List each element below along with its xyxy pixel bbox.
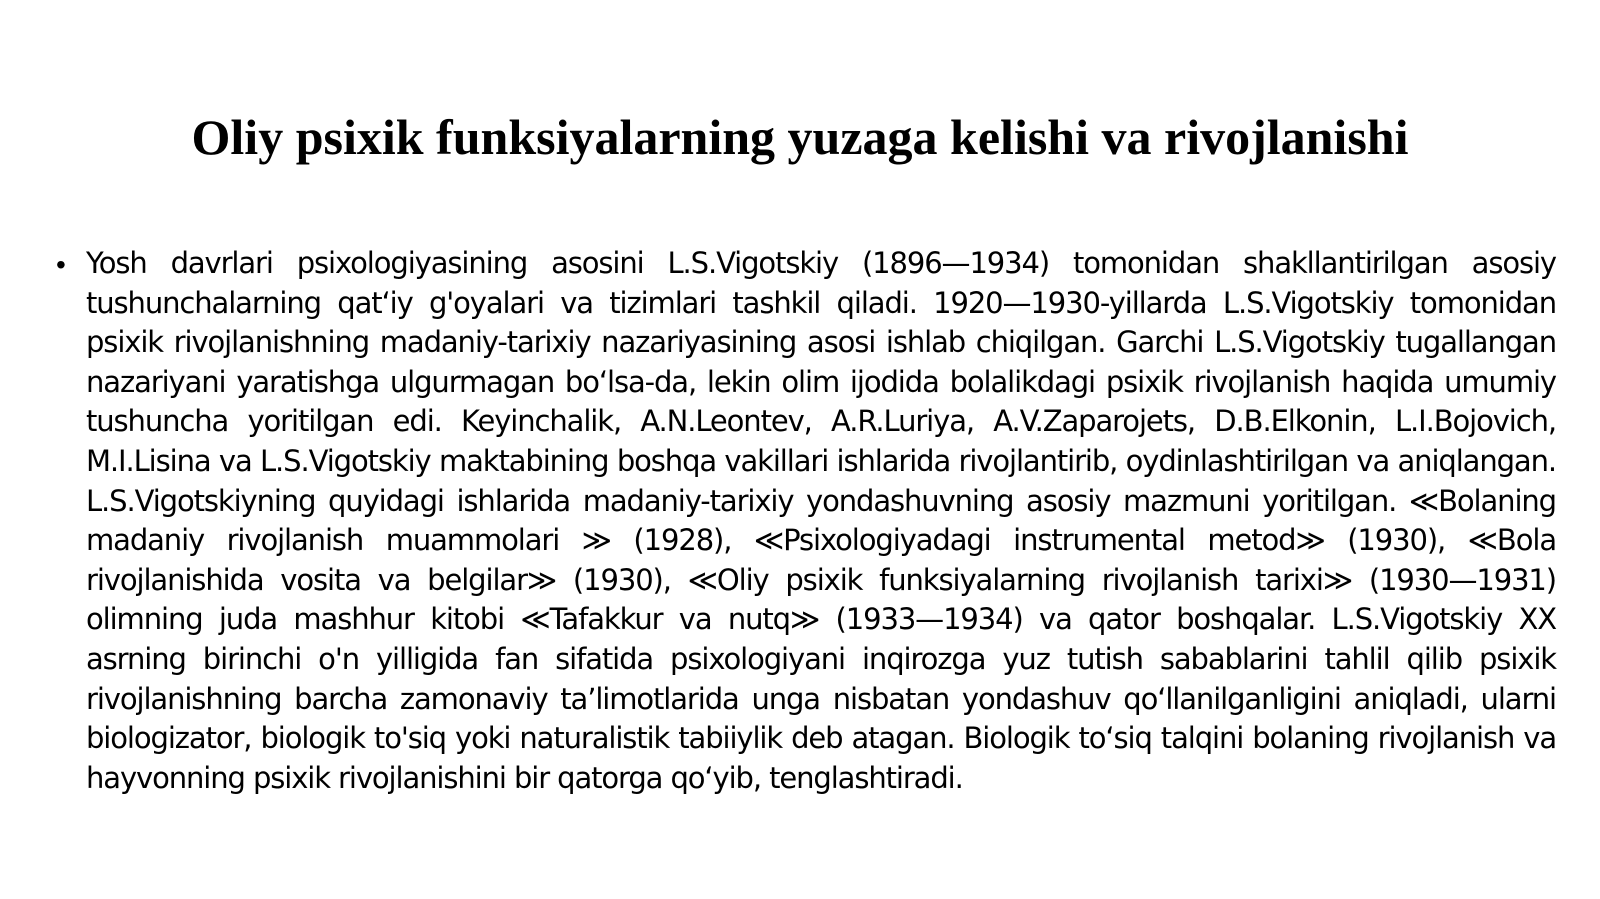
bullet-text: Yosh davrlari psixologiyasining asosini L.S.Vigotskiy (1896—1934) tomonidan shakllantirilgan asosiy tushunchalarning qat‘iy g'oyalari va tizimlari tashkil qiladi. 1920—1930-yillarda L.S.Vigotskiy tomonidan psixik rivojlanishning madaniy-tarixiy nazariyasining asosi ishlab chiqilgan. Garchi L.S.Vigotskiy tugallangan nazariyani yaratishga ulgurmagan bo‘lsa-da, lekin olim ijodida bolalikdagi psixik rivojlanish haqida umumiy tushuncha yoritilgan edi. Keyinchalik, A.N.Leontev, A.R.Luriya, A.V.Zaparojets, D.B.Elkonin, L.I.Bojovich, M.I.Lisina va L.S.Vigotskiy maktabining boshqa vakillari ishlarida rivojlantirib, oydinlashtirilgan va aniqlangan. L.S.Vigotskiyning quyidagi ishlarida madaniy-tarixiy yondashuvning asosiy mazmuni yoritilgan. ≪Bolaning madaniy rivojlanish muammolari ≫ (1928), ≪Psixologiyadagi instrumental metod≫ (1930), ≪Bola rivojlanishida vosita va belgilar≫ (1930), ≪Oliy psixik funksiyalarning rivojlanish tarixi≫ (1930—1931) olimning juda mashhur kitobi ≪Tafakkur va nutq≫ (1933—1934) va qator boshqalar. L.S.Vigotskiy XX asrning birinchi o'n yilligida fan sifatida psixologiyani inqirozga yuz tutish sabablarini tahlil qilib psixik rivojlanishning barcha zamonaviy ta’limotlarida unga nisbatan yondashuv qo‘llanilganligini aniqladi, ularni biologizator, biologik to'siq yoki naturalistik tabiiylik deb atagan. Biologik to‘siq talqini bolaning rivojlanish va hayvonning psixik rivojlanishini bir qatorga qo‘yib, tenglashtiradi. <box>86 246 1556 795</box>
bullet-marker: • <box>56 249 66 280</box>
bullet-item <box>56 244 1556 798</box>
slide-body <box>56 244 1556 798</box>
slide-title: Oliy psixik funksiyalarning yuzaga kelishi va rivojlanishi <box>191 109 1409 165</box>
